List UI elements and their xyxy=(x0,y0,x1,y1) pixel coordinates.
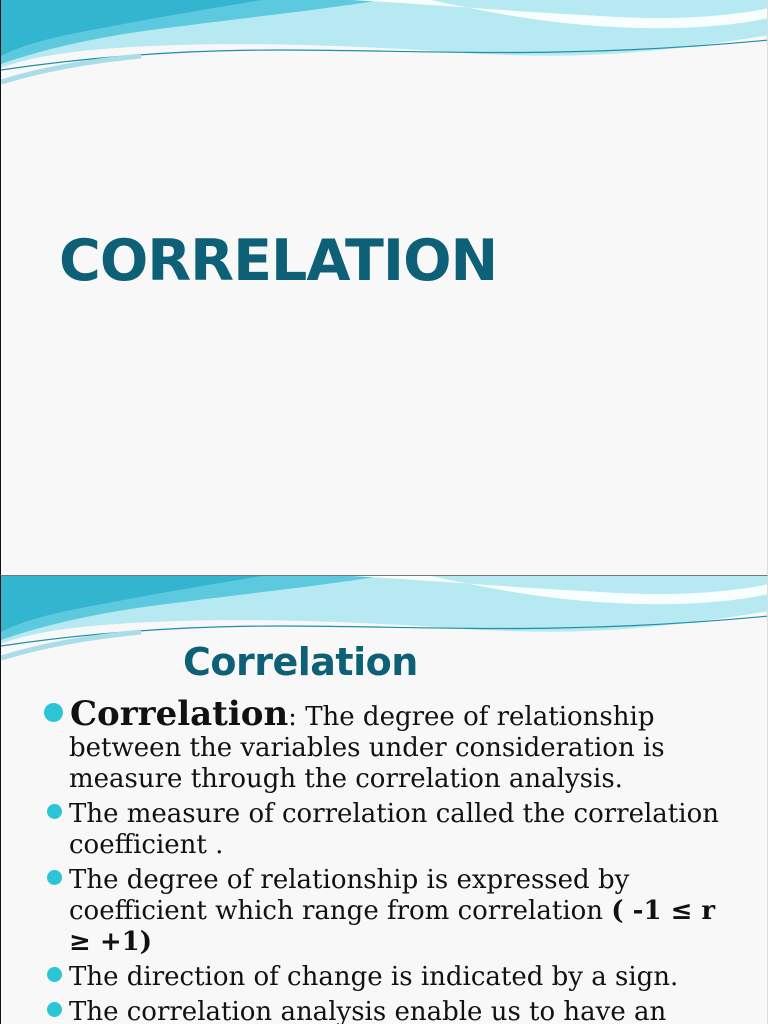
bullet-text: The degree of relationship is expressed by coefficient which range from correlation xyxy=(69,865,630,926)
header-wave-decoration xyxy=(1,0,768,90)
correlation-range: ( -1 ≤ r ≥ +1) xyxy=(69,896,716,957)
content-slide xyxy=(0,575,768,1024)
bullet-text: The measure of correlation called the correlation coefficient . xyxy=(69,799,719,860)
bullet-item xyxy=(1,962,741,993)
slide-heading: Correlation xyxy=(183,640,418,684)
bullet-item xyxy=(1,865,741,958)
bullet-item xyxy=(1,997,741,1024)
bullet-text: The direction of change is indicated by a sign. xyxy=(69,962,679,992)
bullet-item xyxy=(1,799,741,861)
bullet-text: The correlation analysis enable us to have an xyxy=(69,997,667,1024)
bullet-dot-icon xyxy=(47,967,62,982)
bullet-term: Correlation xyxy=(70,694,289,734)
bullet-list xyxy=(1,694,741,1024)
slide-title: CORRELATION xyxy=(59,228,498,294)
bullet-dot-icon xyxy=(47,870,62,885)
bullet-dot-icon xyxy=(47,1002,62,1017)
bullet-text: : The degree of relationship between the variables under consideration is measure through the correlation analysis. xyxy=(69,702,665,794)
bullet-item xyxy=(1,694,741,795)
bullet-dot-icon xyxy=(44,703,63,722)
bullet-dot-icon xyxy=(47,804,62,819)
